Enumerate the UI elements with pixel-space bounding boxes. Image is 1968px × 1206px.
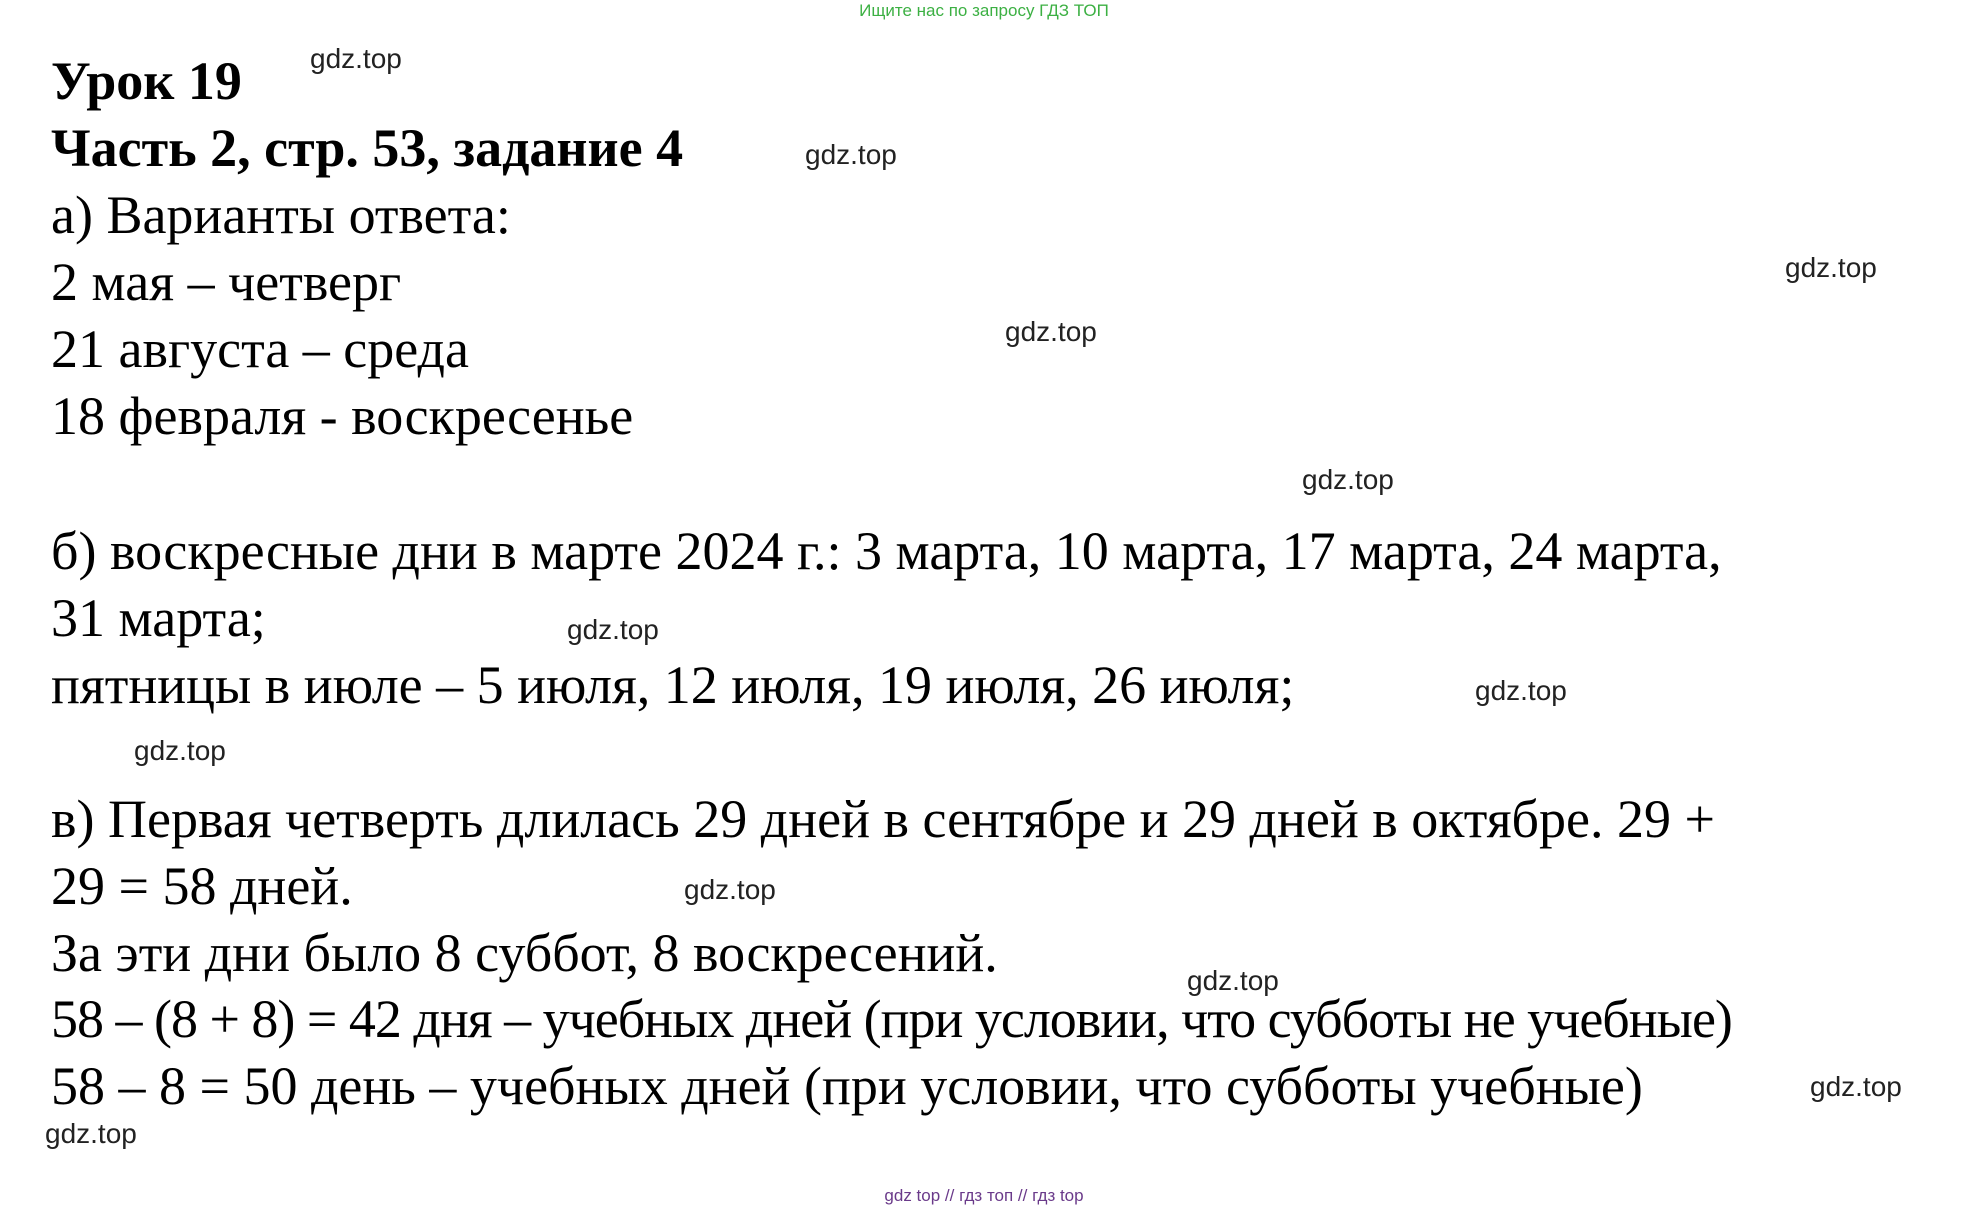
- watermark: gdz.top: [45, 1118, 137, 1149]
- answer-b-line-2: 31 марта;: [51, 588, 266, 648]
- answer-b-line-1: б) воскресные дни в марте 2024 г.: 3 марта, 10 марта, 17 марта, 24 марта,: [51, 521, 1722, 581]
- watermark: gdz.top: [1005, 316, 1097, 347]
- answer-c-line-4: 58 – (8 + 8) = 42 дня – учебных дней (при условии, что субботы не учебные): [51, 989, 1732, 1049]
- watermark: gdz.top: [1302, 464, 1394, 495]
- watermark: gdz.top: [684, 874, 776, 905]
- task-title: Часть 2, стр. 53, задание 4: [51, 118, 684, 178]
- answer-c-line-1: в) Первая четверть длилась 29 дней в сентябре и 29 дней в октябре. 29 +: [51, 789, 1715, 849]
- top-banner: Ищите нас по запросу ГДЗ ТОП: [859, 1, 1109, 20]
- watermark: gdz.top: [310, 43, 402, 74]
- answer-a-line-1: 2 мая – четверг: [51, 252, 402, 312]
- answer-a-line-3: 18 февраля - воскресенье: [51, 386, 634, 446]
- watermark: gdz.top: [1785, 252, 1877, 283]
- watermark: gdz.top: [1187, 965, 1279, 996]
- answer-c-line-2: 29 = 58 дней.: [51, 856, 353, 916]
- answer-c-line-3: За эти дни было 8 суббот, 8 воскресений.: [51, 923, 998, 983]
- watermark: gdz.top: [1475, 675, 1567, 706]
- lesson-title: Урок 19: [51, 51, 242, 111]
- answer-a-intro: а) Варианты ответа:: [51, 185, 511, 245]
- watermark: gdz.top: [1810, 1071, 1902, 1102]
- answer-a-line-2: 21 августа – среда: [51, 319, 469, 379]
- watermark: gdz.top: [805, 139, 897, 170]
- answer-c-line-5: 58 – 8 = 50 день – учебных дней (при условии, что субботы учебные): [51, 1056, 1643, 1116]
- watermark: gdz.top: [567, 614, 659, 645]
- answer-b-line-3: пятницы в июле – 5 июля, 12 июля, 19 июля, 26 июля;: [51, 655, 1295, 715]
- footer-watermark: gdz top // гдз топ // гдз top: [884, 1186, 1084, 1205]
- watermark: gdz.top: [134, 735, 226, 766]
